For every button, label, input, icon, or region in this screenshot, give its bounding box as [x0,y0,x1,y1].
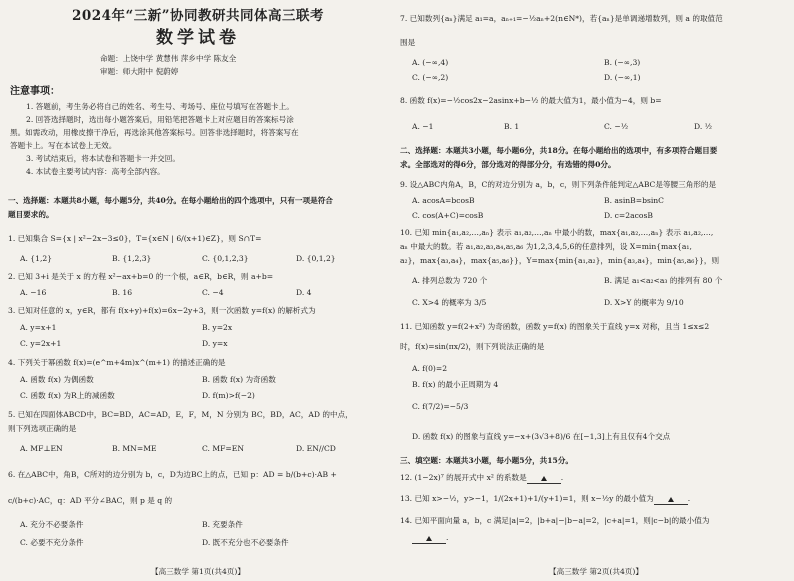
option: D. {0,1,2} [296,254,336,263]
question-7-cont: 围是 [400,38,416,47]
option: D. (−∞,1) [604,73,641,82]
question-5-cont: 则下列选项正确的是 [8,424,77,433]
option: B. 1 [504,122,520,131]
question-13: 13. 已知 x>−½，y>−1，1/(2x+1)+1/(y+1)=1，则 x−½y 的最小值为 . [400,494,691,503]
section-heading-cont: 求。全部选对的得6分，部分选对的得部分分，有选错的得0分。 [400,160,616,169]
question-7: 7. 已知数列{aₙ}满足 a₁=a，aₙ₊₁=−½aₙ+2(n∈N*)，若{aₙ}是单调递增数列，则 a 的取值范 [400,14,723,23]
question-12: 12. (1−2x)⁷ 的展开式中 x² 的系数是 . [400,473,564,482]
option: D. EN//CD [296,444,336,453]
option: B. y=2x [202,323,233,332]
question-8: 8. 函数 f(x)=−½cos2x−2asinx+b−½ 的最大值为1，最小值为−4，则 b= [400,96,662,105]
page-footer: 【高三数学 第1页(共4页)】 [151,567,245,577]
question-1: 1. 已知集合 S={x | x²−2x−3≤0}，T={x∈N | 6/(x+1)∈Z}，则 S∩T= [8,234,262,243]
option: A. MF⊥EN [20,444,63,453]
question-12-text: 12. (1−2x)⁷ 的展开式中 x² 的系数是 [400,473,527,482]
option: C. {0,1,2,3} [202,254,249,263]
question-9: 9. 设△ABC内角A，B，C的对边分别为 a，b，c，则下列条件能判定△ABC是等腰三角形的是 [400,180,717,189]
question-10: 10. 已知 min{a₁,a₂,…,aₙ} 表示 a₁,a₂,…,aₙ 中最小的数，max{a₁,a₂,…,aₙ} 表示 a₁,a₂,…, [400,228,714,237]
question-2: 2. 已知 3+i 是关于 x 的方程 x²−ax+b=0 的一个根，a∈R，b∈R，则 a+b= [8,272,274,281]
note-line: 2. 回答选择题时，选出每小题答案后，用铅笔把答题卡上对应题目的答案标号涂 [26,115,294,124]
question-6-cont: c/(b+c)·AC，q：AD 平分∠BAC，则 p 是 q 的 [8,496,173,505]
option: D. c=2acosB [604,211,653,220]
question-5: 5. 已知在四面体ABCD中，BC=BD，AC=AD，E，F，M，N 分别为 BC，BD，AC，AD 的中点， [8,410,353,419]
option: C. X>4 的概率为 3/5 [412,298,487,307]
answer-blank [527,473,561,484]
option: B. 16 [112,288,133,297]
option: D. 4 [296,288,312,297]
option: B. asinB=bsinC [604,196,664,205]
option: A. −16 [20,288,47,297]
option: C. −½ [604,122,629,131]
page-2 [398,0,794,581]
question-10-cont: a₂}，max{a₃,a₄}，max{a₅,a₆}}，Y=max{min{a₁,a₂}，min{a₃,a₄}，min{a₅,a₆}}，则 [400,256,720,265]
triangle-icon [426,536,432,541]
note-line: 黑。如需改动，用橡皮擦干净后，再选涂其他答案标号。回答非选择题时，将答案写在 [10,128,299,137]
answer-blank [412,533,446,544]
section-heading-cont: 题目要求的。 [8,210,54,219]
option: C. y=2x+1 [20,339,62,348]
section-heading: 三、填空题：本题共3小题，每小题5分，共15分。 [400,456,574,465]
option: B. (−∞,3) [604,58,641,67]
option: D. f(m)>f(−2) [202,391,255,400]
option: A. {1,2} [20,254,53,263]
answer-blank [654,494,688,505]
option: D. X>Y 的概率为 9/10 [604,298,684,307]
note-line: 1. 答题前，考生务必将自己的姓名、考生号、考场号、座位号填写在答题卡上。 [26,102,294,111]
option: C. (−∞,2) [412,73,449,82]
question-6: 6. 在△ABC中，角B，C所对的边分别为 b，c，D为边BC上的点，已知 p：AD = b/(b+c)·AB + [8,470,337,479]
note-line: 答题卡上。写在本试卷上无效。 [10,141,117,150]
question-3: 3. 已知对任意的 x，y∈R，都有 f(x+y)+f(x)=6x−2y+3，则一次函数 y=f(x) 的解析式为 [8,306,316,315]
authors-line: 命题：上饶中学 黄慧伟 萍乡中学 陈友全 [100,54,237,63]
reviewer-line: 审题：师大附中 倪蔚婷 [100,67,179,76]
option: B. 函数 f(x) 为奇函数 [202,375,276,384]
option: D. ½ [694,122,713,131]
section-heading: 二、选择题：本题共3小题，每小题6分，共18分。在每小题给出的选项中，有多项符合题目要 [400,146,718,155]
option: C. f(7/2)=−5/3 [412,402,469,411]
question-11: 11. 已知函数 y=f(2+x²) 为奇函数，函数 y=f(x) 的图象关于直线 y=x 对称，且当 1≤x≤2 [400,322,710,331]
question-10-cont: aₙ 中最大的数。若 a₁,a₂,a₃,a₄,a₅,a₆ 为1,2,3,4,5,6的任意排列，设 X=min{max{a₁, [400,242,692,251]
option: C. 必要不充分条件 [20,538,84,547]
option: C. 函数 f(x) 为R上的减函数 [20,391,115,400]
option: B. MN=ME [112,444,157,453]
option: D. 既不充分也不必要条件 [202,538,289,547]
option: A. y=x+1 [20,323,57,332]
option: B. f(x) 的最小正周期为 4 [412,380,499,389]
answer-blank-line: . [412,533,448,544]
triangle-icon [668,497,674,502]
option: A. 函数 f(x) 为偶函数 [20,375,94,384]
option: A. −1 [412,122,434,131]
exam-title: 2024年“三新”协同教研共同体高三联考 [71,8,325,24]
subject-title: 数学试卷 [156,28,240,48]
section-heading: 一、选择题：本题共8小题，每小题5分，共40分。在每小题给出的四个选项中，只有一项是符合 [8,196,333,205]
question-14: 14. 已知平面向量 a，b，c 满足|a|=2，|b+a|−|b−a|=2，|c+a|=1，则|c−b|的最小值为 [400,516,710,525]
option: D. 函数 f(x) 的图象与直线 y=−x+(3√3+8)/6 在[−1,3]上有且仅有4个交点 [412,432,671,441]
page-1 [0,0,396,581]
question-11-cont: 时，f(x)=sin(πx/2)，则下列说法正确的是 [400,342,545,351]
option: A. (−∞,4) [412,58,449,67]
option: A. 排列总数为 720 个 [412,276,488,285]
option: D. y=x [202,339,228,348]
notes-title: 注意事项： [10,86,60,97]
question-13-text: 13. 已知 x>−½，y>−1，1/(2x+1)+1/(y+1)=1，则 x−½y 的最小值为 [400,494,654,503]
option: B. 充要条件 [202,520,243,529]
page-footer: 【高三数学 第2页(共4页)】 [549,567,643,577]
option: C. cos(A+C)=cosB [412,211,484,220]
option: C. MF=EN [202,444,244,453]
option: B. {1,2,3} [112,254,152,263]
option: A. acosA=bcosB [412,196,475,205]
option: C. −4 [202,288,224,297]
note-line: 4. 本试卷主要考试内容：高考全部内容。 [26,167,165,176]
option: B. 满足 a₁<a₂<a₃ 的排列有 80 个 [604,276,723,285]
option: A. 充分不必要条件 [20,520,84,529]
question-4: 4. 下列关于幂函数 f(x)=(e^m+4m)x^(m+1) 的描述正确的是 [8,358,226,367]
note-line: 3. 考试结束后，将本试卷和答题卡一并交回。 [26,154,180,163]
triangle-icon [541,476,547,481]
option: A. f(0)=2 [412,364,448,373]
